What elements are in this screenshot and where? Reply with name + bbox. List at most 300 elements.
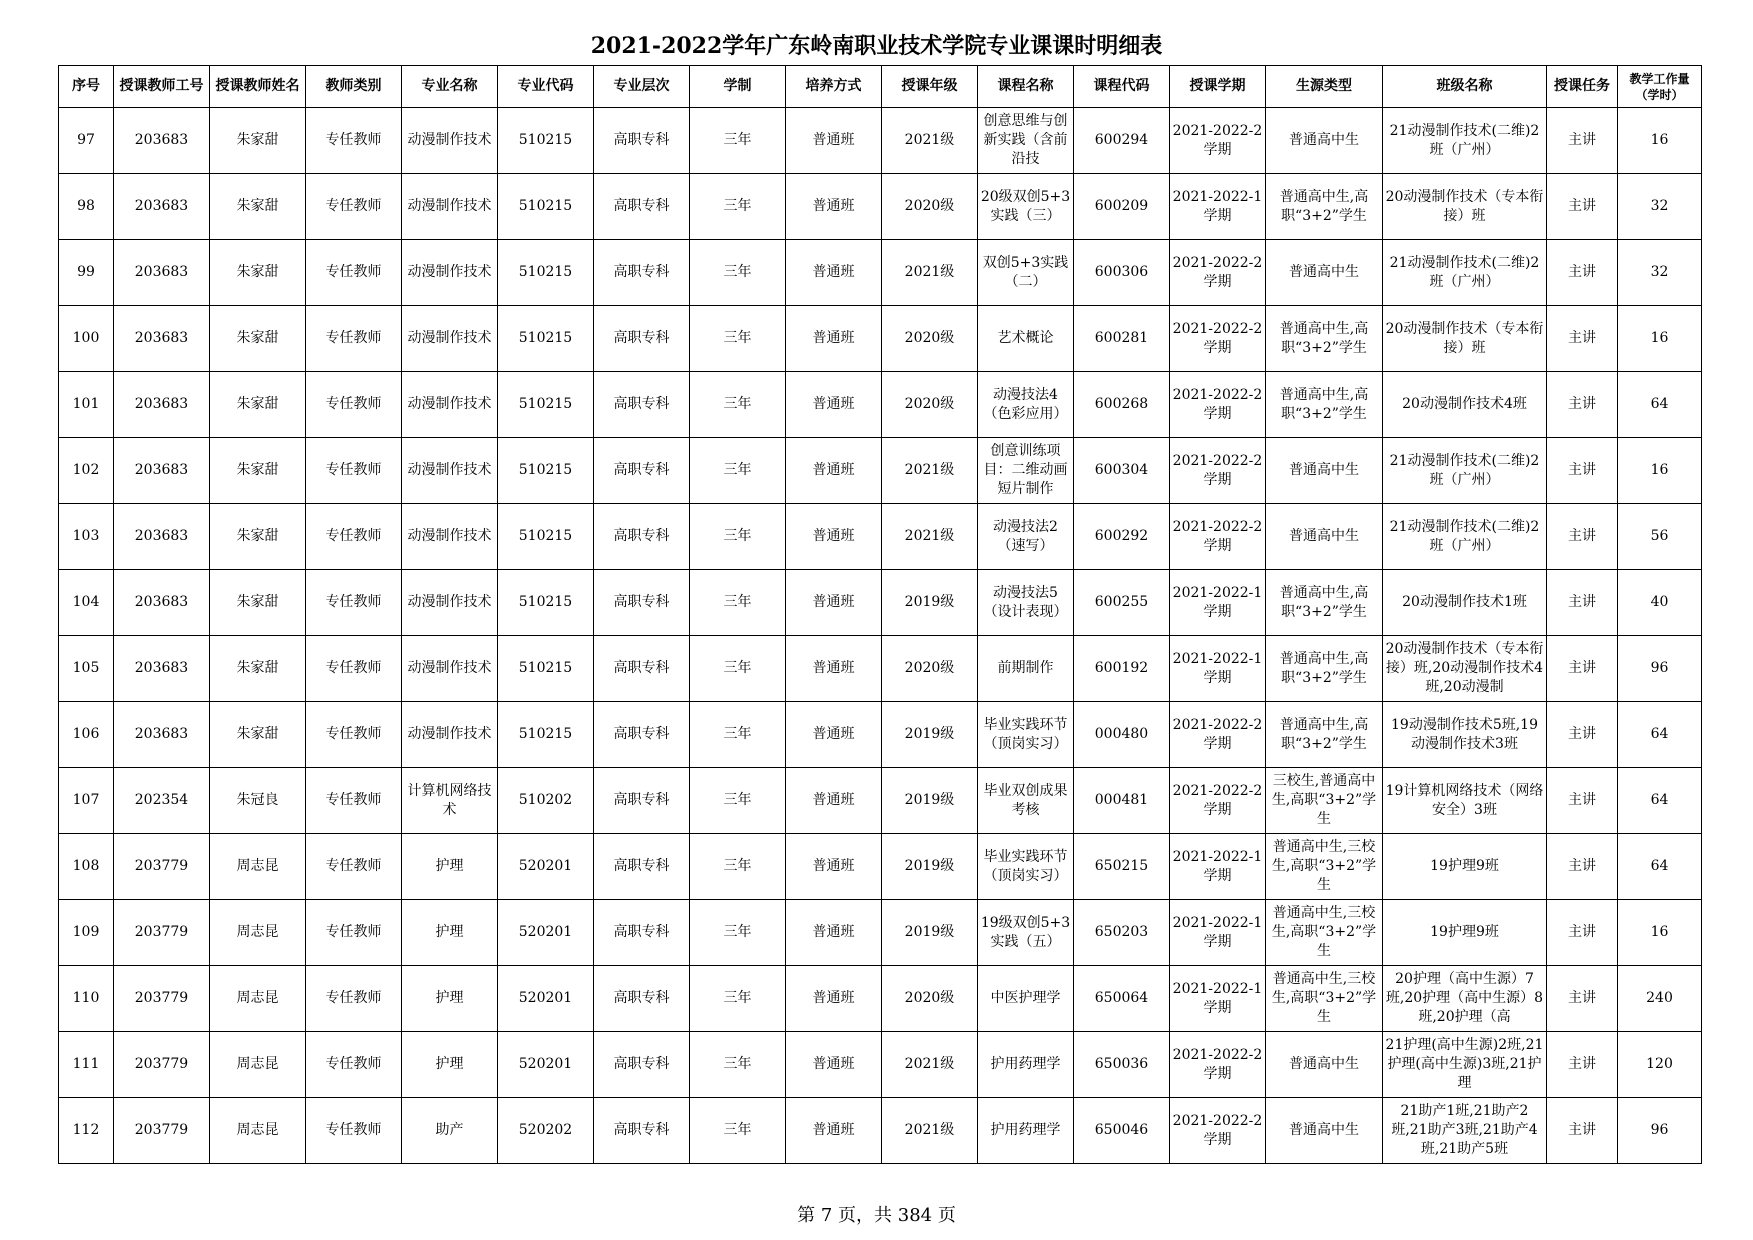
table-cell [978,174,1074,240]
cell-text: 普通高中生,高职“3+2”学生 [1279,584,1369,620]
cell-text: 朱家甜 [236,132,279,148]
table-cell [306,966,402,1032]
column-header: 授课学期 [1170,66,1266,108]
page-title: 2021-2022学年广东岭南职业技术学院专业课课时明细表 [590,33,1163,59]
cell-text: 周志昆 [236,990,279,1006]
cell-text: 朱家甜 [236,198,279,214]
cell-text: 19动漫制作技术5班,19动漫制作技术3班 [1391,716,1538,752]
cell-text: 专任教师 [325,264,382,280]
table-row [59,108,1702,174]
table-cell [114,1098,210,1164]
cell-text: 510215 [518,396,573,412]
cell-text: 2021级 [904,1056,955,1072]
cell-text: 三年 [723,1122,752,1138]
cell-text: 2021-2022-2学期 [1172,1112,1263,1148]
table-cell [210,174,306,240]
column-header: 专业代码 [498,66,594,108]
table-cell [1618,834,1702,900]
table-cell [978,834,1074,900]
cell-text: 98 [77,198,95,214]
table-cell [498,966,594,1032]
table-cell [306,702,402,768]
table-cell [210,1032,306,1098]
cell-text: 高职专科 [613,1122,670,1138]
cell-text: 三校生,普通高中生,高职“3+2”学生 [1271,773,1377,827]
table-row [59,306,1702,372]
column-header: 教学工作量（学时） [1618,66,1702,108]
table-cell [1266,702,1383,768]
table-cell [690,834,786,900]
cell-text: 21动漫制作技术(二维)2班（广州） [1389,518,1540,554]
table-cell [1383,966,1547,1032]
cell-text: 107 [72,792,100,808]
cell-text: 创意思维与创新实践（含前沿技 [983,113,1068,167]
table-row [59,174,1702,240]
table-cell [786,966,882,1032]
cell-text: 20动漫制作技术4班 [1402,396,1527,412]
table-cell [690,1098,786,1164]
table-cell [210,636,306,702]
cell-text: 普通高中生,高职“3+2”学生 [1279,188,1369,224]
cell-text: 650064 [1094,990,1149,1006]
table-cell [498,702,594,768]
cell-text: 高职专科 [613,528,670,544]
cell-text: 64 [1650,726,1669,742]
cell-text: 计算机网络技术 [407,782,492,818]
column-header: 专业层次 [594,66,690,108]
cell-text: 三年 [723,462,752,478]
cell-text: 普通高中生 [1289,528,1359,544]
table-cell [690,108,786,174]
table-cell [498,570,594,636]
cell-text: 助产 [435,1122,464,1138]
table-cell [210,570,306,636]
table-cell [59,834,114,900]
table-cell [1074,240,1170,306]
table-cell [1266,900,1383,966]
cell-text: 16 [1650,132,1669,148]
cell-text: 510215 [518,594,573,610]
cell-text: 600192 [1094,660,1149,676]
cell-text: 20动漫制作技术（专本衔接）班 [1385,188,1544,224]
cell-text: 普通班 [812,264,855,280]
table-cell [210,108,306,174]
table-cell [1618,438,1702,504]
table-cell [402,636,498,702]
cell-text: 600281 [1094,330,1149,346]
table-cell [690,702,786,768]
cell-text: 主讲 [1568,594,1596,610]
cell-text: 主讲 [1568,528,1596,544]
table-cell [1170,504,1266,570]
table-cell [1266,768,1383,834]
table-cell [882,570,978,636]
cell-text: 护用药理学 [990,1122,1061,1138]
table-cell [690,504,786,570]
table-cell [498,108,594,174]
cell-text: 普通高中生 [1289,1056,1359,1072]
table-cell [786,306,882,372]
table-cell [114,504,210,570]
table-cell [882,438,978,504]
table-cell [114,306,210,372]
cell-text: 600268 [1094,396,1149,412]
cell-text: 109 [72,924,100,940]
cell-text: 周志昆 [236,1122,279,1138]
cell-text: 普通高中生,高职“3+2”学生 [1279,650,1369,686]
table-cell [402,1032,498,1098]
cell-text: 动漫技法2（速写） [993,518,1058,554]
table-cell [402,768,498,834]
table-cell [1383,240,1547,306]
cell-text: 19级双创5+3实践（五） [980,914,1071,950]
cell-text: 高职专科 [613,726,670,742]
cell-text: 110 [72,990,100,1006]
cell-text: 普通班 [812,990,855,1006]
table-cell [402,504,498,570]
table-cell [114,240,210,306]
cell-text: 203683 [134,660,189,676]
table-cell [978,438,1074,504]
table-cell [1074,108,1170,174]
cell-text: 2021级 [904,528,955,544]
cell-text: 三年 [723,594,752,610]
table-cell [210,504,306,570]
table-cell [978,1032,1074,1098]
cell-text: 520201 [518,990,573,1006]
table-cell [114,768,210,834]
table-cell [1170,636,1266,702]
cell-text: 动漫制作技术 [407,594,492,610]
table-cell [210,306,306,372]
table-cell [1618,768,1702,834]
table-cell [1266,504,1383,570]
cell-text: 16 [1650,924,1669,940]
cell-text: 朱家甜 [236,462,279,478]
table-row [59,240,1702,306]
cell-text: 朱家甜 [236,726,279,742]
cell-text: 510215 [518,330,573,346]
cell-text: 护用药理学 [990,1056,1061,1072]
cell-text: 203779 [134,1122,189,1138]
table-cell [402,702,498,768]
cell-text: 203779 [134,924,189,940]
table-cell [114,108,210,174]
table-cell [690,372,786,438]
table-cell [978,372,1074,438]
cell-text: 112 [72,1122,100,1138]
table-cell [1618,504,1702,570]
cell-text: 专任教师 [325,396,382,412]
cell-text: 2021-2022-1学期 [1172,848,1263,884]
cell-text: 三年 [723,198,752,214]
cell-text: 20动漫制作技术（专本衔接）班,20动漫制作技术4班,20动漫制 [1385,641,1544,695]
cell-text: 202354 [134,792,189,808]
table-cell [402,108,498,174]
cell-text: 朱冠良 [236,792,279,808]
cell-text: 203779 [134,1056,189,1072]
cell-text: 高职专科 [613,990,670,1006]
cell-text: 动漫制作技术 [407,330,492,346]
table-cell [1170,768,1266,834]
cell-text: 三年 [723,330,752,346]
table-row [59,702,1702,768]
table-cell [59,174,114,240]
cell-text: 102 [72,462,100,478]
table-cell [498,240,594,306]
table-cell [498,372,594,438]
table-cell [690,570,786,636]
cell-text: 2021-2022-2学期 [1172,122,1263,158]
cell-text: 2019级 [904,858,955,874]
cell-text: 专任教师 [325,726,382,742]
table-cell [306,438,402,504]
cell-text: 三年 [723,132,752,148]
table-cell [1618,108,1702,174]
table-cell [690,1032,786,1098]
cell-text: 2021-2022-1学期 [1172,980,1263,1016]
table-cell [882,1098,978,1164]
table-cell [210,768,306,834]
table-cell [59,1032,114,1098]
table-row [59,372,1702,438]
cell-text: 主讲 [1568,990,1596,1006]
table-cell [306,504,402,570]
cell-text: 主讲 [1568,132,1596,148]
table-cell [1618,702,1702,768]
cell-text: 2021-2022-2学期 [1172,782,1263,818]
table-cell [978,504,1074,570]
table-cell [1170,306,1266,372]
table-cell [1074,966,1170,1032]
table-cell [1547,240,1618,306]
cell-text: 护理 [435,1056,464,1072]
table-cell [690,306,786,372]
cell-text: 2020级 [904,396,955,412]
cell-text: 510202 [518,792,573,808]
cell-text: 动漫制作技术 [407,660,492,676]
table-cell [786,1032,882,1098]
table-cell [978,1098,1074,1164]
cell-text: 高职专科 [613,924,670,940]
table-cell [1547,438,1618,504]
page-footer: 第 7 页，共 384 页 [797,1205,956,1226]
cell-text: 主讲 [1568,1122,1596,1138]
table-cell [1547,834,1618,900]
table-cell [1170,240,1266,306]
table-cell [1383,306,1547,372]
cell-text: 高职专科 [613,198,670,214]
table-cell [59,504,114,570]
table-cell [498,1032,594,1098]
cell-text: 19计算机网络技术（网络安全）3班 [1385,782,1544,818]
cell-text: 108 [72,858,100,874]
cell-text: 普通班 [812,726,855,742]
table-cell [1266,240,1383,306]
table-cell [1074,636,1170,702]
table-cell [1547,108,1618,174]
table-cell [1618,174,1702,240]
table-cell [1074,438,1170,504]
cell-text: 中医护理学 [990,990,1061,1006]
cell-text: 000481 [1094,792,1149,808]
cell-text: 朱家甜 [236,264,279,280]
table-cell [306,768,402,834]
table-cell [882,768,978,834]
cell-text: 主讲 [1568,858,1596,874]
table-cell [1547,504,1618,570]
table-cell [594,1098,690,1164]
table-cell [1618,240,1702,306]
cell-text: 专任教师 [325,594,382,610]
cell-text: 2021级 [904,132,955,148]
table-cell [498,900,594,966]
cell-text: 2021级 [904,1122,955,1138]
cell-text: 2021级 [904,264,955,280]
column-header: 授课教师工号 [114,66,210,108]
table-cell [1383,768,1547,834]
column-header: 班级名称 [1383,66,1547,108]
cell-text: 650215 [1094,858,1149,874]
cell-text: 510215 [518,528,573,544]
table-cell [1383,702,1547,768]
table-cell [1383,1098,1547,1164]
table-cell [786,174,882,240]
cell-text: 普通班 [812,198,855,214]
cell-text: 动漫制作技术 [407,528,492,544]
table-cell [402,306,498,372]
table-cell [1547,306,1618,372]
table-cell [114,702,210,768]
table-cell [59,966,114,1032]
cell-text: 普通高中生 [1289,462,1359,478]
table-cell [1547,1098,1618,1164]
table-cell [1170,1098,1266,1164]
table-cell [882,174,978,240]
table-cell [59,702,114,768]
cell-text: 16 [1650,330,1669,346]
table-cell [1383,900,1547,966]
table-cell [1618,636,1702,702]
cell-text: 三年 [723,792,752,808]
table-cell [594,570,690,636]
cell-text: 203779 [134,990,189,1006]
table-cell [402,438,498,504]
cell-text: 艺术概论 [997,330,1054,346]
cell-text: 000480 [1094,726,1149,742]
table-cell [114,174,210,240]
cell-text: 主讲 [1568,264,1596,280]
table-cell [1547,636,1618,702]
table-row [59,966,1702,1032]
table-cell [210,702,306,768]
cell-text: 32 [1650,264,1669,280]
table-cell [59,108,114,174]
cell-text: 21动漫制作技术(二维)2班（广州） [1389,122,1540,158]
table-cell [882,240,978,306]
table-cell [114,1032,210,1098]
table-row [59,768,1702,834]
table-cell [114,834,210,900]
column-header: 培养方式 [786,66,882,108]
cell-text: 600294 [1094,132,1149,148]
table-cell [402,1098,498,1164]
table-cell [978,306,1074,372]
table-cell [498,174,594,240]
table-cell [210,1098,306,1164]
table-cell [1547,702,1618,768]
cell-text: 三年 [723,528,752,544]
table-cell [498,306,594,372]
table-cell [786,240,882,306]
table-cell [978,240,1074,306]
cell-text: 高职专科 [613,264,670,280]
table-cell [114,438,210,504]
cell-text: 19护理9班 [1430,924,1499,940]
cell-text: 高职专科 [613,330,670,346]
table-cell [498,504,594,570]
table-cell [114,900,210,966]
table-cell [402,372,498,438]
table-cell [1266,1032,1383,1098]
cell-text: 专任教师 [325,858,382,874]
table-cell [690,438,786,504]
cell-text: 600306 [1094,264,1149,280]
table-cell [59,240,114,306]
table-cell [594,702,690,768]
table-cell [402,570,498,636]
cell-text: 203683 [134,594,189,610]
cell-text: 主讲 [1568,1056,1596,1072]
cell-text: 510215 [518,726,573,742]
cell-text: 40 [1650,594,1669,610]
cell-text: 510215 [518,462,573,478]
table-cell [1170,1032,1266,1098]
table-cell [594,768,690,834]
cell-text: 520201 [518,1056,573,1072]
cell-text: 520201 [518,858,573,874]
table-cell [1618,306,1702,372]
cell-text: 周志昆 [236,1056,279,1072]
column-header: 学制 [690,66,786,108]
table-cell [1074,372,1170,438]
table-cell [786,636,882,702]
cell-text: 主讲 [1568,198,1596,214]
table-cell [1618,966,1702,1032]
table-cell [690,174,786,240]
cell-text: 2021-2022-1学期 [1172,188,1263,224]
cell-text: 203683 [134,396,189,412]
cell-text: 动漫制作技术 [407,132,492,148]
table-cell [786,900,882,966]
table-cell [306,306,402,372]
cell-text: 普通班 [812,396,855,412]
cell-text: 普通班 [812,132,855,148]
cell-text: 主讲 [1568,396,1596,412]
table-cell [786,1098,882,1164]
table-cell [594,1032,690,1098]
cell-text: 动漫技法4（色彩应用） [983,386,1068,422]
cell-text: 三年 [723,726,752,742]
table-cell [978,636,1074,702]
table-cell [978,108,1074,174]
table-cell [786,702,882,768]
cell-text: 动漫制作技术 [407,462,492,478]
table-row [59,834,1702,900]
table-header-row [59,66,1702,108]
table-cell [1547,1032,1618,1098]
table-body [59,108,1702,1164]
